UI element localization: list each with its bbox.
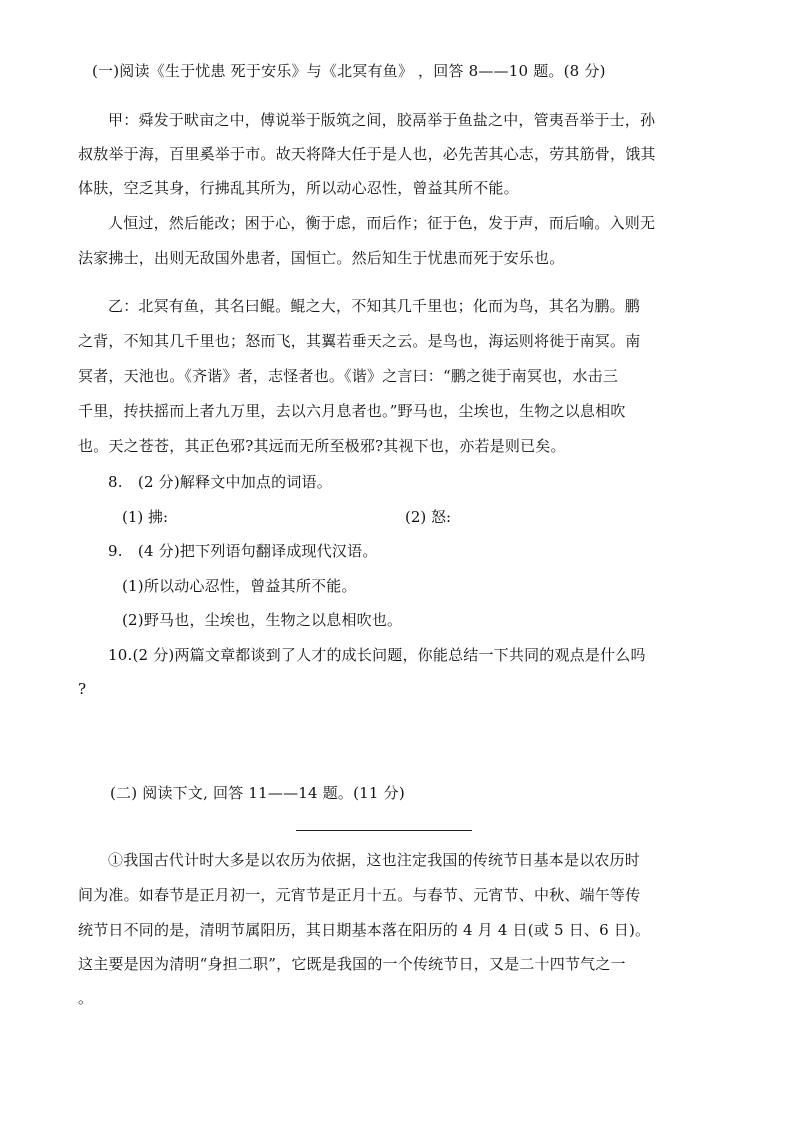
passage-b-line-5: 也。天之苍苍，其正色邪?其远而无所至极邪?其视下也，亦若是则已矣。 [78,437,566,455]
q9-stem: 9. (4 分)把下列语句翻译成现代汉语。 [108,542,378,560]
section2-paragraph-line-3: 统节日不同的是，清明节属阳历，其日期基本落在阳历的 4 月 4 日(或 5 日、6 日)。 [78,921,651,939]
q8-stem: 8. (2 分)解释文中加点的词语。 [108,473,332,491]
section2-paragraph-line-2: 间为准。如春节是正月初一，元宵节是正月十五。与春节、元宵节、中秋、端午等传 [78,886,641,904]
passage-b-line-3: 冥者，天池也。《齐谐》者，志怪者也。《谐》之言曰：“鹏之徙于南冥也，水击三 [78,367,619,385]
passage-a-line-1: 甲：舜发于畎亩之中，傅说举于版筑之间，胶鬲举于鱼盐之中，管夷吾举于士，孙 [108,111,656,129]
passage-a-line-4: 人恒过，然后能改；困于心，衡于虑，而后作；征于色，发于声，而后喻。入则无 [108,214,656,232]
section2-header: (二) 阅读下文, 回答 11——14 题。(11 分) [110,784,405,802]
passage-b-line-2: 之背，不知其几千里也；怒而飞，其翼若垂天之云。是鸟也，海运则将徙于南冥。南 [78,332,641,350]
passage-a-line-3: 体肤，空乏其身，行拂乱其所为，所以动心忍性，曾益其所不能。 [78,179,519,197]
passage-b-line-1: 乙：北冥有鱼，其名曰鲲。鲲之大，不知其几千里也；化而为鸟，其名为鹏。鹏 [108,297,641,315]
q8-item-1: (1) 拂: [122,508,169,526]
passage-b-line-4: 千里，抟扶摇而上者九万里，去以六月息者也。”野马也，尘埃也，生物之以息相吹 [78,402,626,420]
passage-a-line-2: 叔敖举于海，百里奚举于市。故天将降大任于是人也，必先苦其心志，劳其筋骨，饿其 [78,145,656,163]
section2-paragraph-line-5: 。 [78,989,94,1007]
q10-stem: 10.(2 分)两篇文章都谈到了人才的成长问题，你能总结一下共同的观点是什么吗 [108,646,646,664]
q9-item-1: (1)所以动心忍性，曾益其所不能。 [122,577,357,595]
q10-stem-cont: ? [78,680,87,698]
section1-header: (一)阅读《生于忧患 死于安乐》与《北冥有鱼》 ，回答 8——10 题。(8 分) [92,62,606,80]
q8-item-2: (2) 怒: [405,508,452,526]
q9-item-2: (2)野马也，尘埃也，生物之以息相吹也。 [122,611,403,629]
title-blank-line [296,830,472,831]
passage-a-line-5: 法家拂士，出则无敌国外患者，国恒亡。然后知生于忧患而死于安乐也。 [78,249,565,267]
section2-paragraph-line-1: ①我国古代计时大多是以农历为依据，这也注定我国的传统节日基本是以农历时 [108,851,641,869]
section2-paragraph-line-4: 这主要是因为清明“身担二职”，它既是我国的一个传统节日，又是二十四节气之一 [78,955,626,973]
